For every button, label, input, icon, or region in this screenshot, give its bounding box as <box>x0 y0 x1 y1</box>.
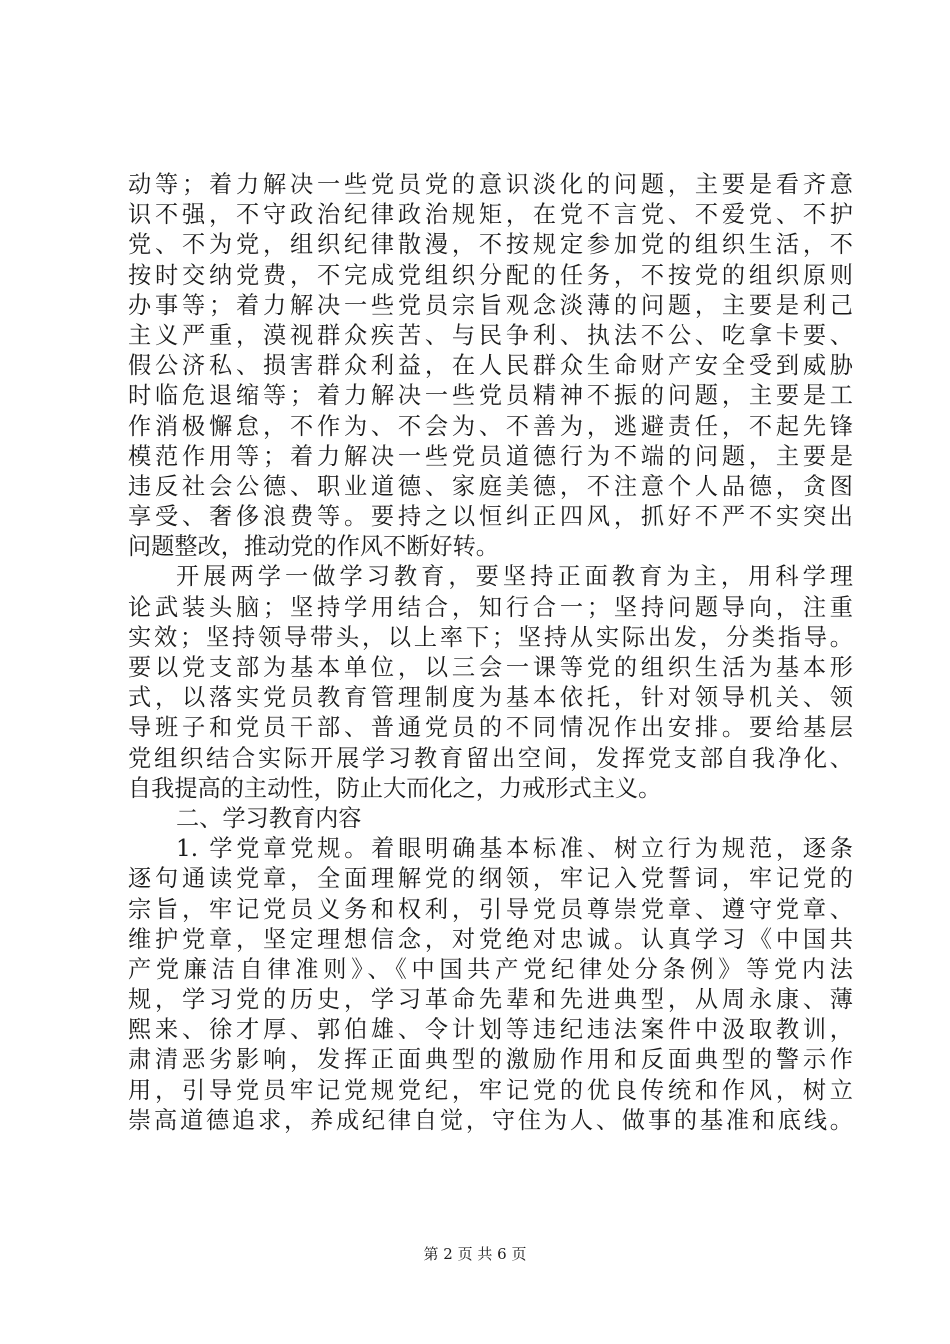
text-line: 按时交纳党费，不完成党组织分配的任务，不按党的组织原则 <box>128 261 853 289</box>
text-line: 党、不为党，组织纪律散漫，不按规定参加党的组织生活，不 <box>128 231 853 259</box>
text-line: 问题整改，推动党的作风不断好转。 <box>128 533 499 561</box>
text-line: 式，以落实党员教育管理制度为基本依托，针对领导机关、领 <box>128 684 853 712</box>
text-line: 崇高道德追求，养成纪律自觉，守住为人、做事的基准和底线。 <box>128 1106 853 1134</box>
text-line: 规，学习党的历史，学习革命先辈和先进典型，从周永康、薄 <box>128 986 853 1014</box>
text-line: 开展两学一做学习教育，要坚持正面教育为主，用科学理 <box>176 563 853 591</box>
text-line: 党组织结合实际开展学习教育留出空间，发挥党支部自我净化、 <box>128 744 853 772</box>
text-line: 维护党章，坚定理想信念，对党绝对忠诚。认真学习《中国共 <box>128 925 853 953</box>
text-line: 实效；坚持领导带头，以上率下；坚持从实际出发，分类指导。 <box>128 623 853 651</box>
text-line: 识不强，不守政治纪律政治规矩，在党不言党、不爱党、不护 <box>128 201 853 229</box>
text-line: 假公济私、损害群众利益，在人民群众生命财产安全受到威胁 <box>128 352 853 380</box>
page-number-footer: 第 2 页 共 6 页 <box>423 1245 527 1263</box>
text-line: 肃清恶劣影响，发挥正面典型的激励作用和反面典型的警示作 <box>128 1046 853 1074</box>
text-line: 产党廉洁自律准则》、《中国共产党纪律处分条例》等党内法 <box>128 955 853 983</box>
text-line: 动等；着力解决一些党员党的意识淡化的问题，主要是看齐意 <box>128 171 853 198</box>
text-line: 时临危退缩等；着力解决一些党员精神不振的问题，主要是工 <box>128 382 853 410</box>
text-line: 要以党支部为基本单位，以三会一课等党的组织生活为基本形 <box>128 654 853 681</box>
text-line: 违反社会公德、职业道德、家庭美德，不注意个人品德，贪图 <box>128 472 853 500</box>
body-text <box>128 170 853 1136</box>
text-line: 论武装头脑；坚持学用结合，知行合一；坚持问题导向，注重 <box>128 593 853 621</box>
text-line: 导班子和党员干部、普通党员的不同情况作出安排。要给基层 <box>128 714 853 742</box>
text-line: 1. 学党章党规。着眼明确基本标准、树立行为规范，逐条 <box>176 835 853 863</box>
text-line: 享受、奢侈浪费等。要持之以恒纠正四风，抓好不严不实突出 <box>128 503 853 531</box>
text-line: 自我提高的主动性，防止大而化之，力戒形式主义。 <box>128 774 662 802</box>
section-heading: 二、学习教育内容 <box>176 804 362 832</box>
text-line: 用，引导党员牢记党规党纪，牢记党的优良传统和作风，树立 <box>128 1076 853 1104</box>
text-line: 宗旨，牢记党员义务和权利，引导党员尊崇党章、遵守党章、 <box>128 895 853 923</box>
text-line: 作消极懈怠，不作为、不会为、不善为，逃避责任，不起先锋 <box>128 412 853 440</box>
text-line: 模范作用等；着力解决一些党员道德行为不端的问题，主要是 <box>128 442 853 470</box>
text-line: 熙来、徐才厚、郭伯雄、令计划等违纪违法案件中汲取教训， <box>128 1016 853 1044</box>
text-line: 办事等；着力解决一些党员宗旨观念淡薄的问题，主要是利己 <box>128 291 853 319</box>
text-line: 主义严重，漠视群众疾苦、与民争利、执法不公、吃拿卡要、 <box>128 321 853 349</box>
text-line: 逐句通读党章，全面理解党的纲领，牢记入党誓词，牢记党的 <box>128 865 853 893</box>
